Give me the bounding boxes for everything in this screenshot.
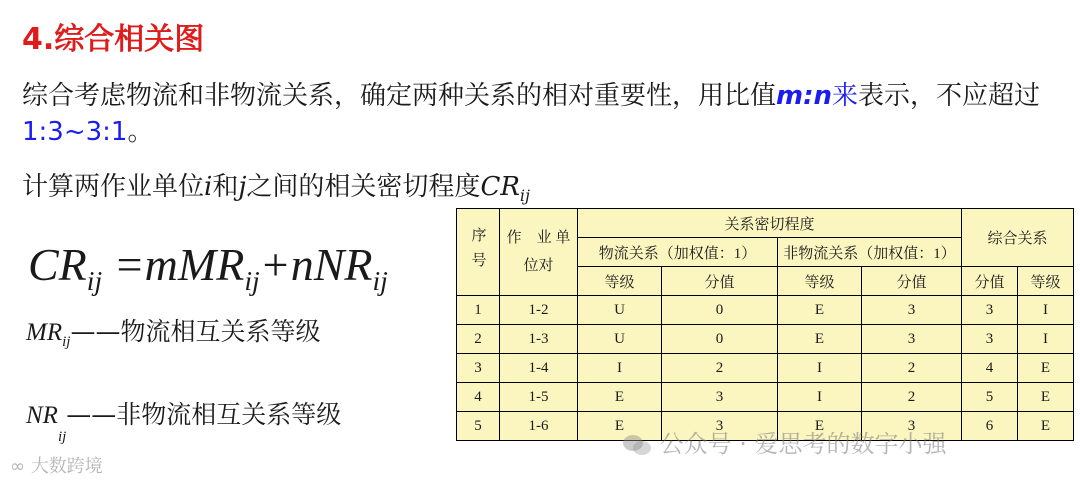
table-cell: E xyxy=(578,412,662,441)
table-cell: E xyxy=(778,325,862,354)
header-grade: 等级 xyxy=(778,267,862,296)
intro-text: 综合考虑物流和非物流关系，确定两种关系的相对重要性，用比值 xyxy=(22,81,777,111)
paragraph-calc xyxy=(22,166,530,205)
table-cell: I xyxy=(1018,325,1074,354)
table-cell: 1-3 xyxy=(500,325,578,354)
header-seq: 序号 xyxy=(457,209,500,296)
table-cell: 5 xyxy=(962,383,1018,412)
formula-cr xyxy=(28,238,388,297)
table-row xyxy=(457,325,1074,354)
header-pair: 作 业 单位对 xyxy=(500,209,578,296)
table-cell: E xyxy=(778,296,862,325)
table-cell: 0 xyxy=(662,296,778,325)
table-cell: I xyxy=(778,354,862,383)
var-j: j xyxy=(238,172,247,202)
header-score: 分值 xyxy=(962,267,1018,296)
header-grade: 等级 xyxy=(578,267,662,296)
table-cell: E xyxy=(578,383,662,412)
header-grade: 等级 xyxy=(1018,267,1074,296)
definition-nr xyxy=(26,395,342,445)
formula-sub-1: ij xyxy=(86,265,103,297)
table-cell: 3 xyxy=(457,354,500,383)
formula-cr-symbol: CR xyxy=(28,239,87,290)
formula-nnr: +nNR xyxy=(259,239,373,290)
intro-end: 。 xyxy=(127,117,154,147)
var-i: i xyxy=(204,172,213,202)
mr-sub: ij xyxy=(62,334,71,350)
calc-text: 计算两作业单位 xyxy=(22,172,205,202)
var-cr-sub: ij xyxy=(519,186,530,206)
slide-title: 4.综合相关图 xyxy=(22,22,205,57)
table-cell: 3 xyxy=(962,296,1018,325)
table-cell: 1-6 xyxy=(500,412,578,441)
header-score: 分值 xyxy=(662,267,778,296)
header-score: 分值 xyxy=(862,267,962,296)
brand-logo-icon: ∞ xyxy=(10,456,25,477)
header-combined: 综合关系 xyxy=(962,209,1074,267)
watermark-text: 公众号 · 爱思考的数字小强 xyxy=(659,430,947,458)
table-cell: 0 xyxy=(662,325,778,354)
nr-symbol: NR xyxy=(26,402,58,429)
formula-mmr: =mMR xyxy=(102,239,245,290)
table-cell: 4 xyxy=(962,354,1018,383)
table-cell: I xyxy=(1018,296,1074,325)
table-cell: 6 xyxy=(962,412,1018,441)
brand-watermark xyxy=(10,452,103,478)
table-cell: 1 xyxy=(457,296,500,325)
table-cell: E xyxy=(1018,412,1074,441)
table-cell: 3 xyxy=(862,296,962,325)
table-cell: U xyxy=(578,325,662,354)
table-cell: I xyxy=(578,354,662,383)
table-cell: 5 xyxy=(457,412,500,441)
table-cell: 3 xyxy=(862,412,962,441)
intro-text-2: 表示，不应超过 xyxy=(858,81,1041,111)
table-cell: 4 xyxy=(457,383,500,412)
mr-text: ——物流相互关系等级 xyxy=(70,317,321,346)
brand-text: 大数跨境 xyxy=(30,456,103,477)
ratio-range: 1:3~3:1 xyxy=(22,117,128,147)
mr-symbol: MR xyxy=(26,319,63,346)
table-cell: E xyxy=(1018,354,1074,383)
table-cell: 3 xyxy=(662,412,778,441)
table-cell: 1-4 xyxy=(500,354,578,383)
paragraph-intro xyxy=(22,78,1052,150)
wechat-icon xyxy=(622,433,652,457)
table-cell: I xyxy=(778,383,862,412)
nr-sub: ij xyxy=(57,429,67,445)
nr-text: ——非物流相互关系等级 xyxy=(66,400,342,429)
header-closeness: 关系密切程度 xyxy=(578,209,962,238)
definition-mr xyxy=(26,312,320,351)
table-cell: 1-5 xyxy=(500,383,578,412)
table-row xyxy=(457,354,1074,383)
table-cell: 2 xyxy=(862,354,962,383)
var-cr: CR xyxy=(480,172,520,202)
table-cell: U xyxy=(578,296,662,325)
calc-and: 和 xyxy=(212,172,239,202)
table-cell: 3 xyxy=(962,325,1018,354)
header-nonlogistics: 非物流关系（加权值：1） xyxy=(778,238,962,267)
ratio-mn: m:n xyxy=(776,81,833,111)
table-row xyxy=(457,383,1074,412)
header-logistics: 物流关系（加权值：1） xyxy=(578,238,778,267)
table-cell: E xyxy=(778,412,862,441)
intro-text-lai: 来 xyxy=(832,81,859,111)
table-cell: 2 xyxy=(662,354,778,383)
table-cell: E xyxy=(1018,383,1074,412)
table-cell: 1-2 xyxy=(500,296,578,325)
table-cell: 3 xyxy=(662,383,778,412)
watermark xyxy=(622,424,947,459)
formula-sub-3: ij xyxy=(372,265,388,297)
table-cell: 2 xyxy=(862,383,962,412)
formula-sub-2: ij xyxy=(244,265,260,297)
table-cell: 2 xyxy=(457,325,500,354)
table-cell: 3 xyxy=(862,325,962,354)
relationship-table xyxy=(456,208,1074,441)
calc-text-2: 之间的相关密切程度 xyxy=(246,172,481,202)
table-row xyxy=(457,296,1074,325)
